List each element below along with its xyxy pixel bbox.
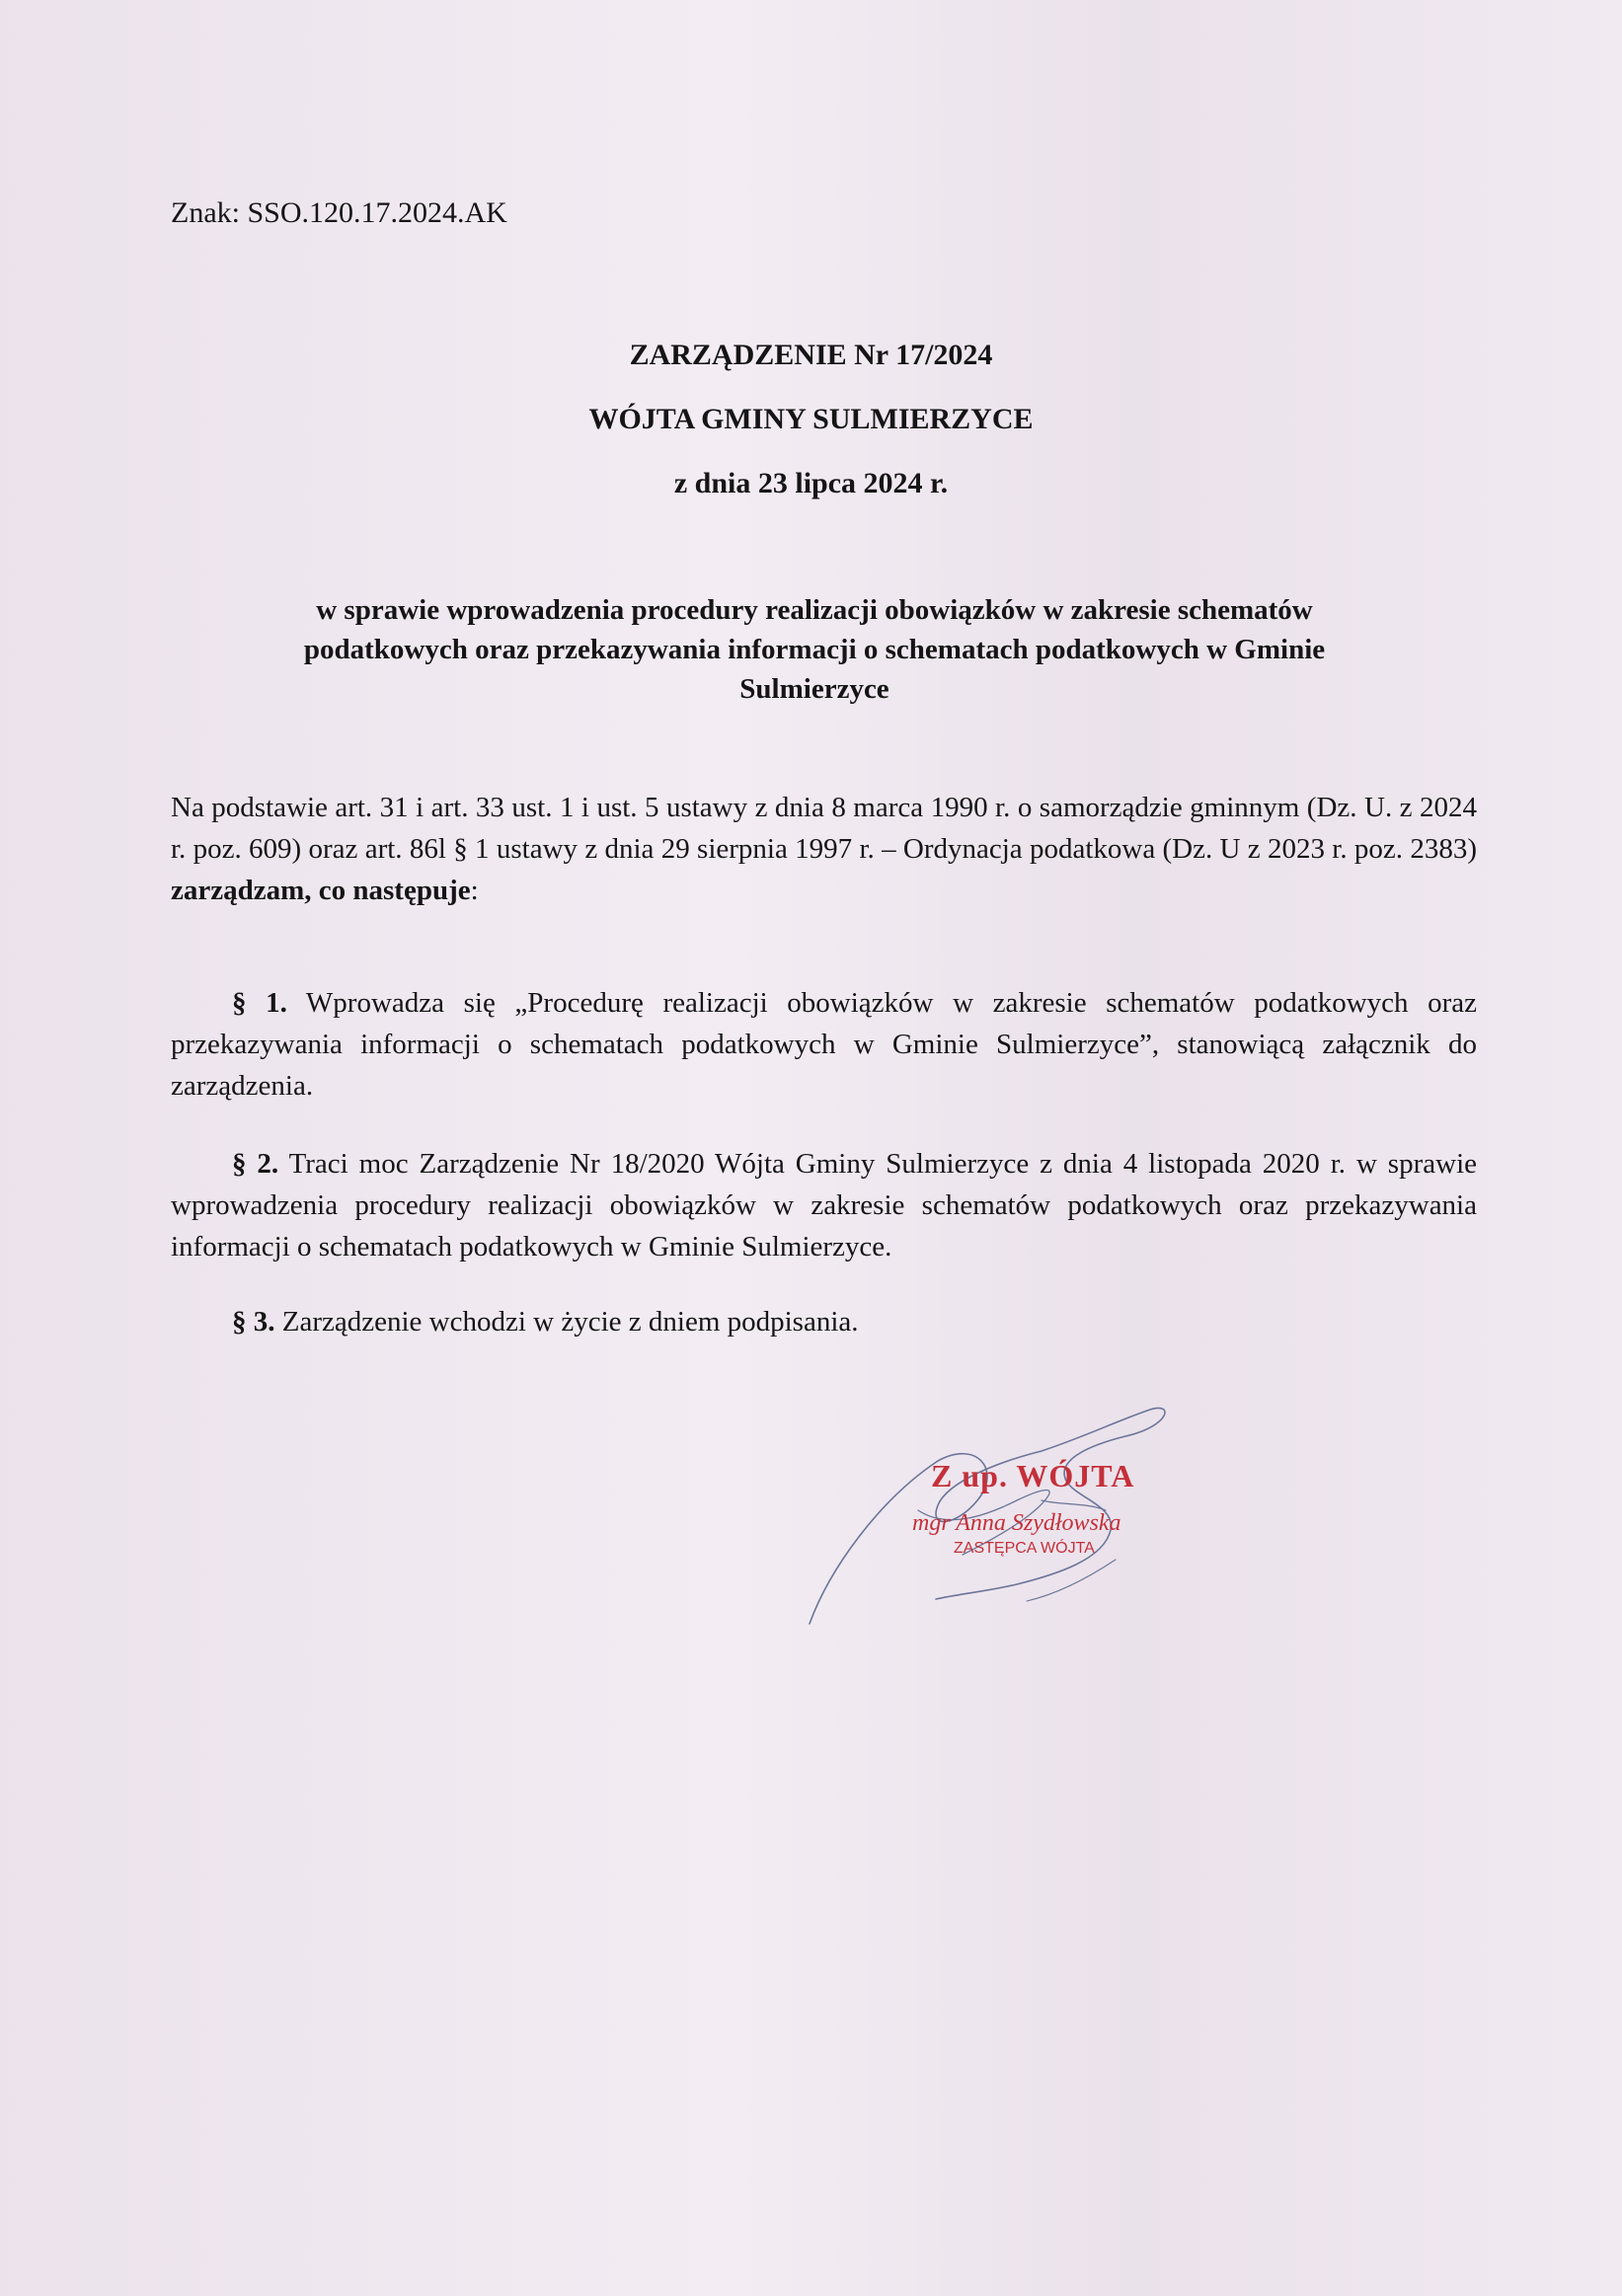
paragraph-text: Wprowadza się „Procedurę realizacji obowiązków w zakresie schematów podatkowych oraz przekazywania informacji o schematach podatkowych w Gminie Sulmierzyce”, stanowiącą załącznik do zarządzenia. [171, 987, 1478, 1102]
stamp-role: ZASTĘPCA WÓJTA [954, 1540, 1095, 1557]
paragraph-3 [171, 1301, 1477, 1342]
paragraph-text: Zarządzenie wchodzi w życie z dniem podpisania. [274, 1306, 859, 1338]
paragraph-1 [171, 982, 1477, 1107]
preamble-text: Na podstawie art. 31 i art. 33 ust. 1 i ust. 5 ustawy z dnia 8 marca 1990 r. o samorządzie gminnym (Dz. U. z 2024 r. poz. 609) oraz art. 86l § 1 ustawy z dnia 29 sierpnia 1997 r. – Ordynacja podatkowa (Dz. U z 2023 r. poz. 2383) [171, 792, 1477, 865]
ordinance-date: z dnia 23 lipca 2024 r. [673, 467, 949, 499]
paragraph-2 [171, 1143, 1477, 1267]
document-reference: Znak: SSO.120.17.2024.AK [171, 196, 507, 229]
paragraph-number: § 2. [232, 1148, 279, 1180]
signature-block [790, 1382, 1234, 1639]
paragraph-number: § 1. [232, 987, 287, 1019]
legal-basis-preamble [171, 787, 1477, 911]
preamble-decree-phrase: zarządzam, co następuje [171, 875, 471, 906]
stamp-name: mgr Anna Szydłowska [912, 1510, 1121, 1536]
issuing-authority: WÓJTA GMINY SULMIERZYCE [588, 403, 1034, 435]
subject-line: podatkowych oraz przekazywania informacji o schematach podatkowych w Gminie [303, 634, 1326, 665]
preamble-colon: : [470, 875, 479, 906]
subject-line: w sprawie wprowadzenia procedury realizacji obowiązków w zakresie schematów [316, 594, 1313, 626]
ordinance-subject [207, 590, 1422, 709]
ordinance-number: ZARZĄDZENIE Nr 17/2024 [629, 339, 993, 371]
paragraph-number: § 3. [232, 1306, 275, 1338]
subject-line: Sulmierzyce [739, 673, 889, 705]
paragraph-text: Traci moc Zarządzenie Nr 18/2020 Wójta Gminy Sulmierzyce z dnia 4 listopada 2020 r. w sprawie wprowadzenia procedury realizacji obowiązków w zakresie schematów podatkowych oraz przekazywania informacji o schematach podatkowych w Gminie Sulmierzyce. [171, 1148, 1477, 1263]
stamp-title: Z up. WÓJTA [931, 1458, 1135, 1493]
